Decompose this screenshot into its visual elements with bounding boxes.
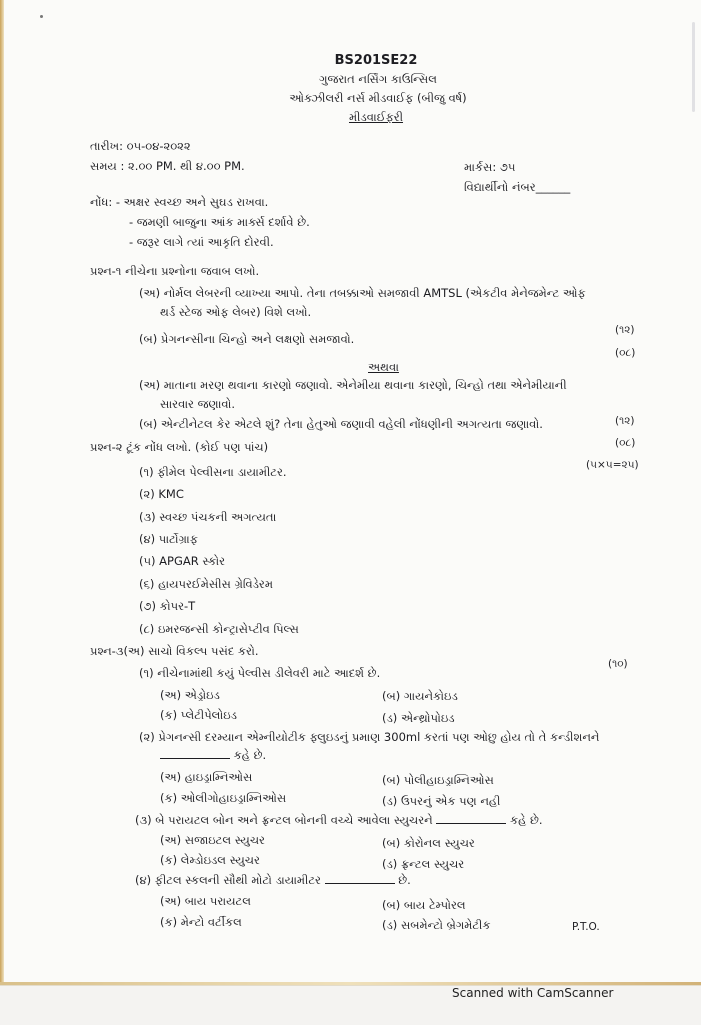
q1-a-line1: (અ) નોર્મલ લેબરની વ્યાખ્યા આપો. તેના તબક્કાઓ સમજાવી AMTSL (એકટીવ મેનેજમેન્ટ ઓફ bbox=[139, 286, 586, 300]
q1-alt-a-marks: (૧૨) bbox=[615, 415, 635, 427]
scanner-watermark: Scanned with CamScanner bbox=[452, 986, 614, 1000]
paper-code: BS201SE22 bbox=[334, 53, 418, 68]
note-line: નોંધ: - અક્ષર સ્વચ્છ અને સુઘડ રાખવા. bbox=[90, 195, 269, 209]
q1-b: (બ) પ્રેગનન્સીના ચિન્હો અને લક્ષણો સમજાવો. bbox=[139, 332, 355, 346]
q1-alt-b: (બ) એન્ટીનેટલ કેર એટલે શું? તેના હેતુઓ જણાવી વહેલી નોંધણીની અગત્યતા જણાવો. bbox=[139, 417, 543, 431]
q3-option: (ક) લેમ્ડોઇડલ સ્યુચર bbox=[160, 853, 260, 867]
q3-option: (અ) એડ્રોઇડ bbox=[160, 688, 220, 702]
council-name: ગુજરાત નર્સિંગ કાઉન્સિલ bbox=[319, 72, 437, 86]
paper-speck bbox=[40, 15, 43, 18]
q2-item: (૫) APGAR સ્કોર bbox=[139, 554, 226, 568]
q3-option: (અ) હાઇડ્રામ્નિઓસ bbox=[160, 770, 253, 784]
q3-option: (બ) ગાયનેકોઇડ bbox=[382, 689, 458, 703]
q3-option: (ડ) ઉપરનું એક પણ નહી bbox=[382, 794, 501, 808]
q3-option: (બ) પોલીહાઇડ્રામ્નિઓસ bbox=[382, 773, 494, 787]
q2-marks: (૫×૫=૨૫) bbox=[586, 459, 639, 471]
q3-question: (૧) નીચેનામાંથી કયું પેલ્વીસ ડીલેવરી માટે આદર્શ છે. bbox=[139, 666, 381, 680]
q1-a-line2: થર્ડ સ્ટેજ ઓફ લેબર) વિશે લખો. bbox=[160, 305, 312, 319]
q2-item: (૧) ફીમેલ પેલ્વીસના ડાયામીટર. bbox=[139, 465, 287, 479]
q3-option: (ડ) એન્થ્રોપોઇડ bbox=[382, 711, 455, 725]
q3-option: (અ) બાય પરાયટલ bbox=[160, 894, 251, 908]
q2-item: (૨) KMC bbox=[139, 487, 184, 501]
q1-b-marks: (૦૮) bbox=[615, 347, 636, 359]
q3-marks: (૧૦) bbox=[608, 658, 628, 670]
q3-question: (૨) પ્રેગનન્સી દરમ્યાન એમ્નીયોટીક ફ્લુઇડનું પ્રમાણ 300ml કરતાં પણ ઓછુ હોય તો તે કન્ડીશનને bbox=[139, 730, 600, 744]
paper-left-edge bbox=[0, 0, 4, 985]
q2-title: પ્રશ્ન-૨ ટૂંક નોંધ લખો. (કોઈ પણ પાંચ) bbox=[90, 440, 269, 454]
q2-item: (૮) ઇમરજન્સી કોન્ટ્રાસેપ્ટીવ પિલ્સ bbox=[139, 622, 299, 636]
q3-title: પ્રશ્ન-૩(અ) સાચો વિકલ્પ પસંદ કરો. bbox=[90, 644, 259, 658]
q3-question: (૪) ફીટલ સ્કલની સૌથી મોટો ડાયામીટર છે. bbox=[135, 873, 411, 887]
answer-blank bbox=[160, 748, 230, 759]
course-name: ઓક્ઝીલરી નર્સ મીડવાઈફ (બીજુ વર્ષ) bbox=[289, 91, 467, 105]
q3-question: (૩) બે પરાયટલ બોન અને ફ્રન્ટલ બોનની વચ્ચે આવેલા સ્યુચરને કહે છે. bbox=[135, 813, 543, 827]
q3-option: (ક) મેન્ટો વર્ટીકલ bbox=[160, 915, 242, 929]
q1-alt-a-line2: સારવાર જણાવો. bbox=[160, 397, 236, 411]
answer-blank bbox=[436, 813, 506, 824]
q3-option: (ક) ઓલીગોહાઇડ્રામ્નિઓસ bbox=[160, 791, 287, 805]
total-marks: માર્કસ: ૭૫ bbox=[464, 160, 516, 174]
exam-date: તારીખ: ૦૫-૦૪-૨૦૨૨ bbox=[90, 139, 191, 153]
q1-a-marks: (૧૨) bbox=[615, 324, 635, 336]
q2-item: (૭) કોપર-T bbox=[139, 599, 196, 613]
q2-item: (૬) હાયપરઈમેસીસ ગ્રેવિડેરમ bbox=[139, 577, 273, 591]
q2-item: (૩) સ્વચ્છ પંચકની અગત્યતા bbox=[139, 510, 277, 524]
student-number: વિદ્યાર્થીનો નંબર______ bbox=[464, 180, 571, 194]
exam-time: સમય : ૨.૦૦ PM. થી ૪.૦૦ PM. bbox=[90, 159, 245, 173]
q1-alt-b-marks: (૦૮) bbox=[615, 437, 636, 449]
subject-name: મીડવાઈફરી bbox=[348, 110, 404, 124]
note-line: - જમણી બાજુના આંક માર્ક્સ દર્શાવે છે. bbox=[129, 215, 310, 229]
q3-option: (ડ) ફ્રન્ટલ સ્યુચર bbox=[382, 857, 465, 871]
note-line: - જરૂર લાગે ત્યાં આકૃતિ દોરવી. bbox=[129, 235, 274, 249]
q2-item: (૪) પાર્ટોગ્રાફ bbox=[139, 532, 198, 546]
q1-title: પ્રશ્ન-૧ નીચેના પ્રશ્નોના જવાબ લખો. bbox=[90, 264, 260, 278]
pto-label: P.T.O. bbox=[572, 921, 600, 933]
q3-option: (બ) બાય ટેમ્પોરલ bbox=[382, 898, 466, 912]
q3-question-cont: કહે છે. bbox=[160, 748, 266, 762]
scroll-indicator[interactable] bbox=[692, 22, 695, 112]
q3-option: (અ) સજાઇટલ સ્યુચર bbox=[160, 833, 265, 847]
q3-option: (ક) પ્લેટીપેલોઇડ bbox=[160, 708, 237, 722]
answer-blank bbox=[325, 873, 395, 884]
q3-option: (ડ) સબમેન્ટો બ્રેગમેટીક bbox=[382, 918, 491, 932]
q1-or: અથવા bbox=[368, 360, 399, 374]
q3-option: (બ) કોરોનલ સ્યુચર bbox=[382, 836, 475, 850]
q1-alt-a-line1: (અ) માતાના મરણ થવાના કારણો જણાવો. એનેમીયા થવાના કારણો, ચિન્હો તથા એનેમીયાની bbox=[139, 378, 567, 392]
